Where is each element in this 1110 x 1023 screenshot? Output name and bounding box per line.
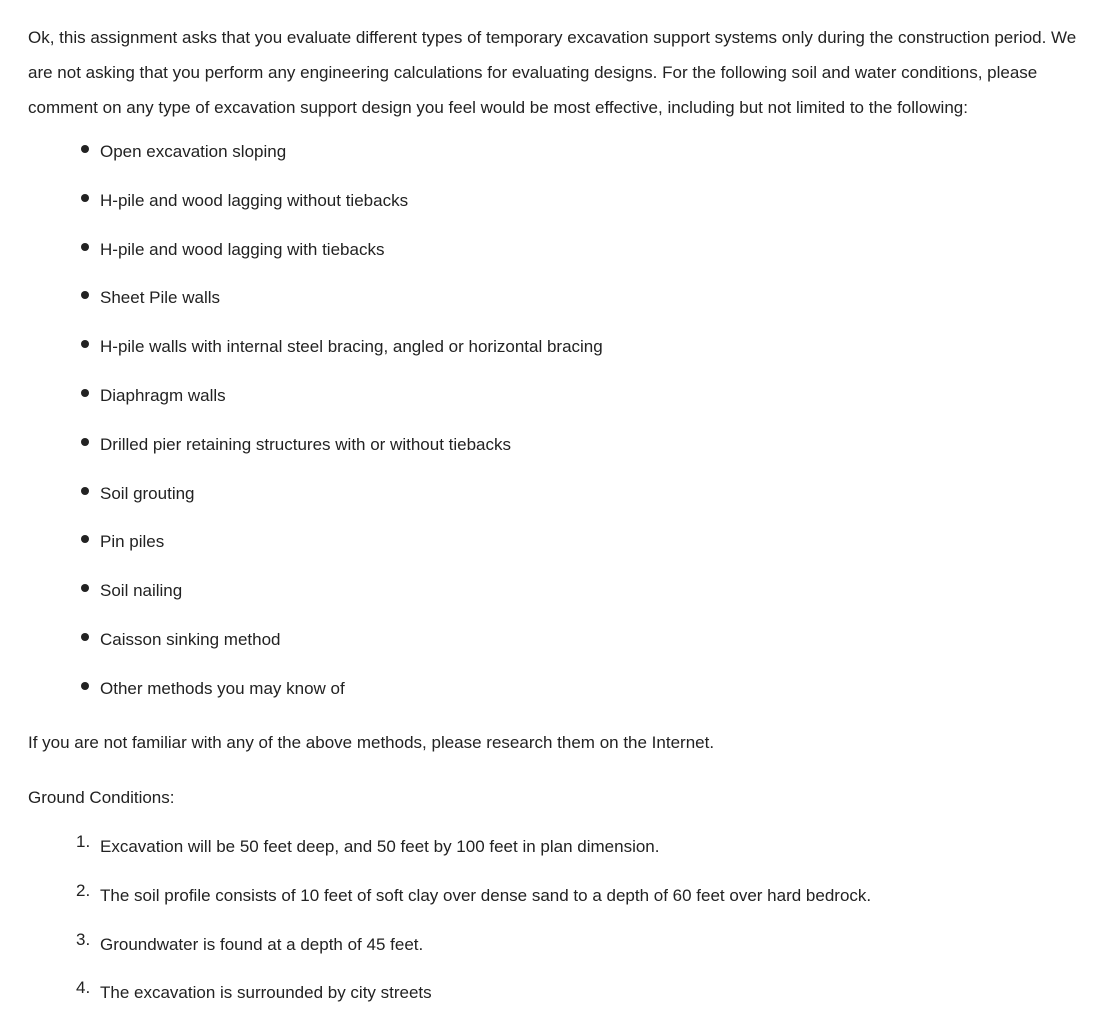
condition-text: The soil profile consists of 10 feet of soft clay over dense sand to a depth of 60 feet over hard bedrock.: [100, 885, 872, 905]
bullet-icon: [81, 291, 89, 299]
method-label: Open excavation sloping: [100, 142, 287, 161]
list-item: [0, 133, 603, 182]
list-item: [0, 182, 603, 231]
list-item: [0, 621, 603, 670]
bullet-icon: [81, 194, 89, 202]
list-item: [0, 279, 603, 328]
condition-text: Excavation will be 50 feet deep, and 50 feet by 100 feet in plan dimension.: [100, 837, 660, 856]
list-item: [0, 231, 603, 280]
list-number: 4.: [76, 978, 91, 998]
research-note: If you are not familiar with any of the above methods, please research them on the Internet.: [28, 733, 715, 752]
condition-text: Groundwater is found at a depth of 45 feet.: [100, 934, 424, 954]
list-item: [0, 670, 603, 719]
bullet-icon: [81, 243, 89, 251]
bullet-icon: [81, 633, 89, 641]
list-item: [0, 523, 603, 572]
list-item: [0, 926, 871, 975]
bullet-icon: [81, 340, 89, 348]
condition-text: The excavation is surrounded by city streets: [100, 983, 432, 1003]
intro-paragraph: Ok, this assignment asks that you evaluate different types of temporary excavation support systems only during the construction period. We are not asking that you perform any engineering calculations for evaluating designs. For the following soil and water conditions, please comment on any type of excavation support design you feel would be most effective, including but not limited to the following:: [28, 28, 1077, 117]
list-item: [0, 426, 603, 475]
method-label: Diaphragm walls: [100, 385, 226, 405]
bullet-icon: [81, 584, 89, 592]
bullet-icon: [81, 145, 89, 153]
method-label: Soil grouting: [100, 483, 195, 503]
method-label: H-pile and wood lagging without tiebacks: [100, 190, 409, 210]
method-label: Sheet Pile walls: [100, 288, 221, 308]
bullet-icon: [81, 438, 89, 446]
method-label: Soil nailing: [100, 581, 183, 601]
list-number: 1.: [76, 832, 91, 851]
list-number: 2.: [76, 880, 91, 900]
ground-conditions-heading: Ground Conditions:: [28, 788, 175, 807]
ground-conditions-list: [0, 828, 871, 1023]
list-number: 3.: [76, 929, 91, 949]
method-label: H-pile and wood lagging with tiebacks: [100, 239, 385, 259]
list-item: [0, 377, 603, 426]
bullet-icon: [81, 682, 89, 690]
list-item: [0, 475, 603, 524]
method-label: H-pile walls with internal steel bracing, angled or horizontal bracing: [100, 337, 603, 357]
bullet-icon: [81, 535, 89, 543]
method-label: Other methods you may know of: [100, 678, 345, 698]
list-item: [0, 877, 871, 926]
list-item: [0, 328, 603, 377]
method-label: Drilled pier retaining structures with or without tiebacks: [100, 434, 512, 454]
bullet-icon: [81, 487, 89, 495]
method-label: Pin piles: [100, 532, 165, 552]
list-item: [0, 572, 603, 621]
list-item: [0, 974, 871, 1023]
methods-list: [0, 133, 603, 719]
method-label: Caisson sinking method: [100, 629, 281, 649]
list-item: [0, 828, 871, 877]
bullet-icon: [81, 389, 89, 397]
